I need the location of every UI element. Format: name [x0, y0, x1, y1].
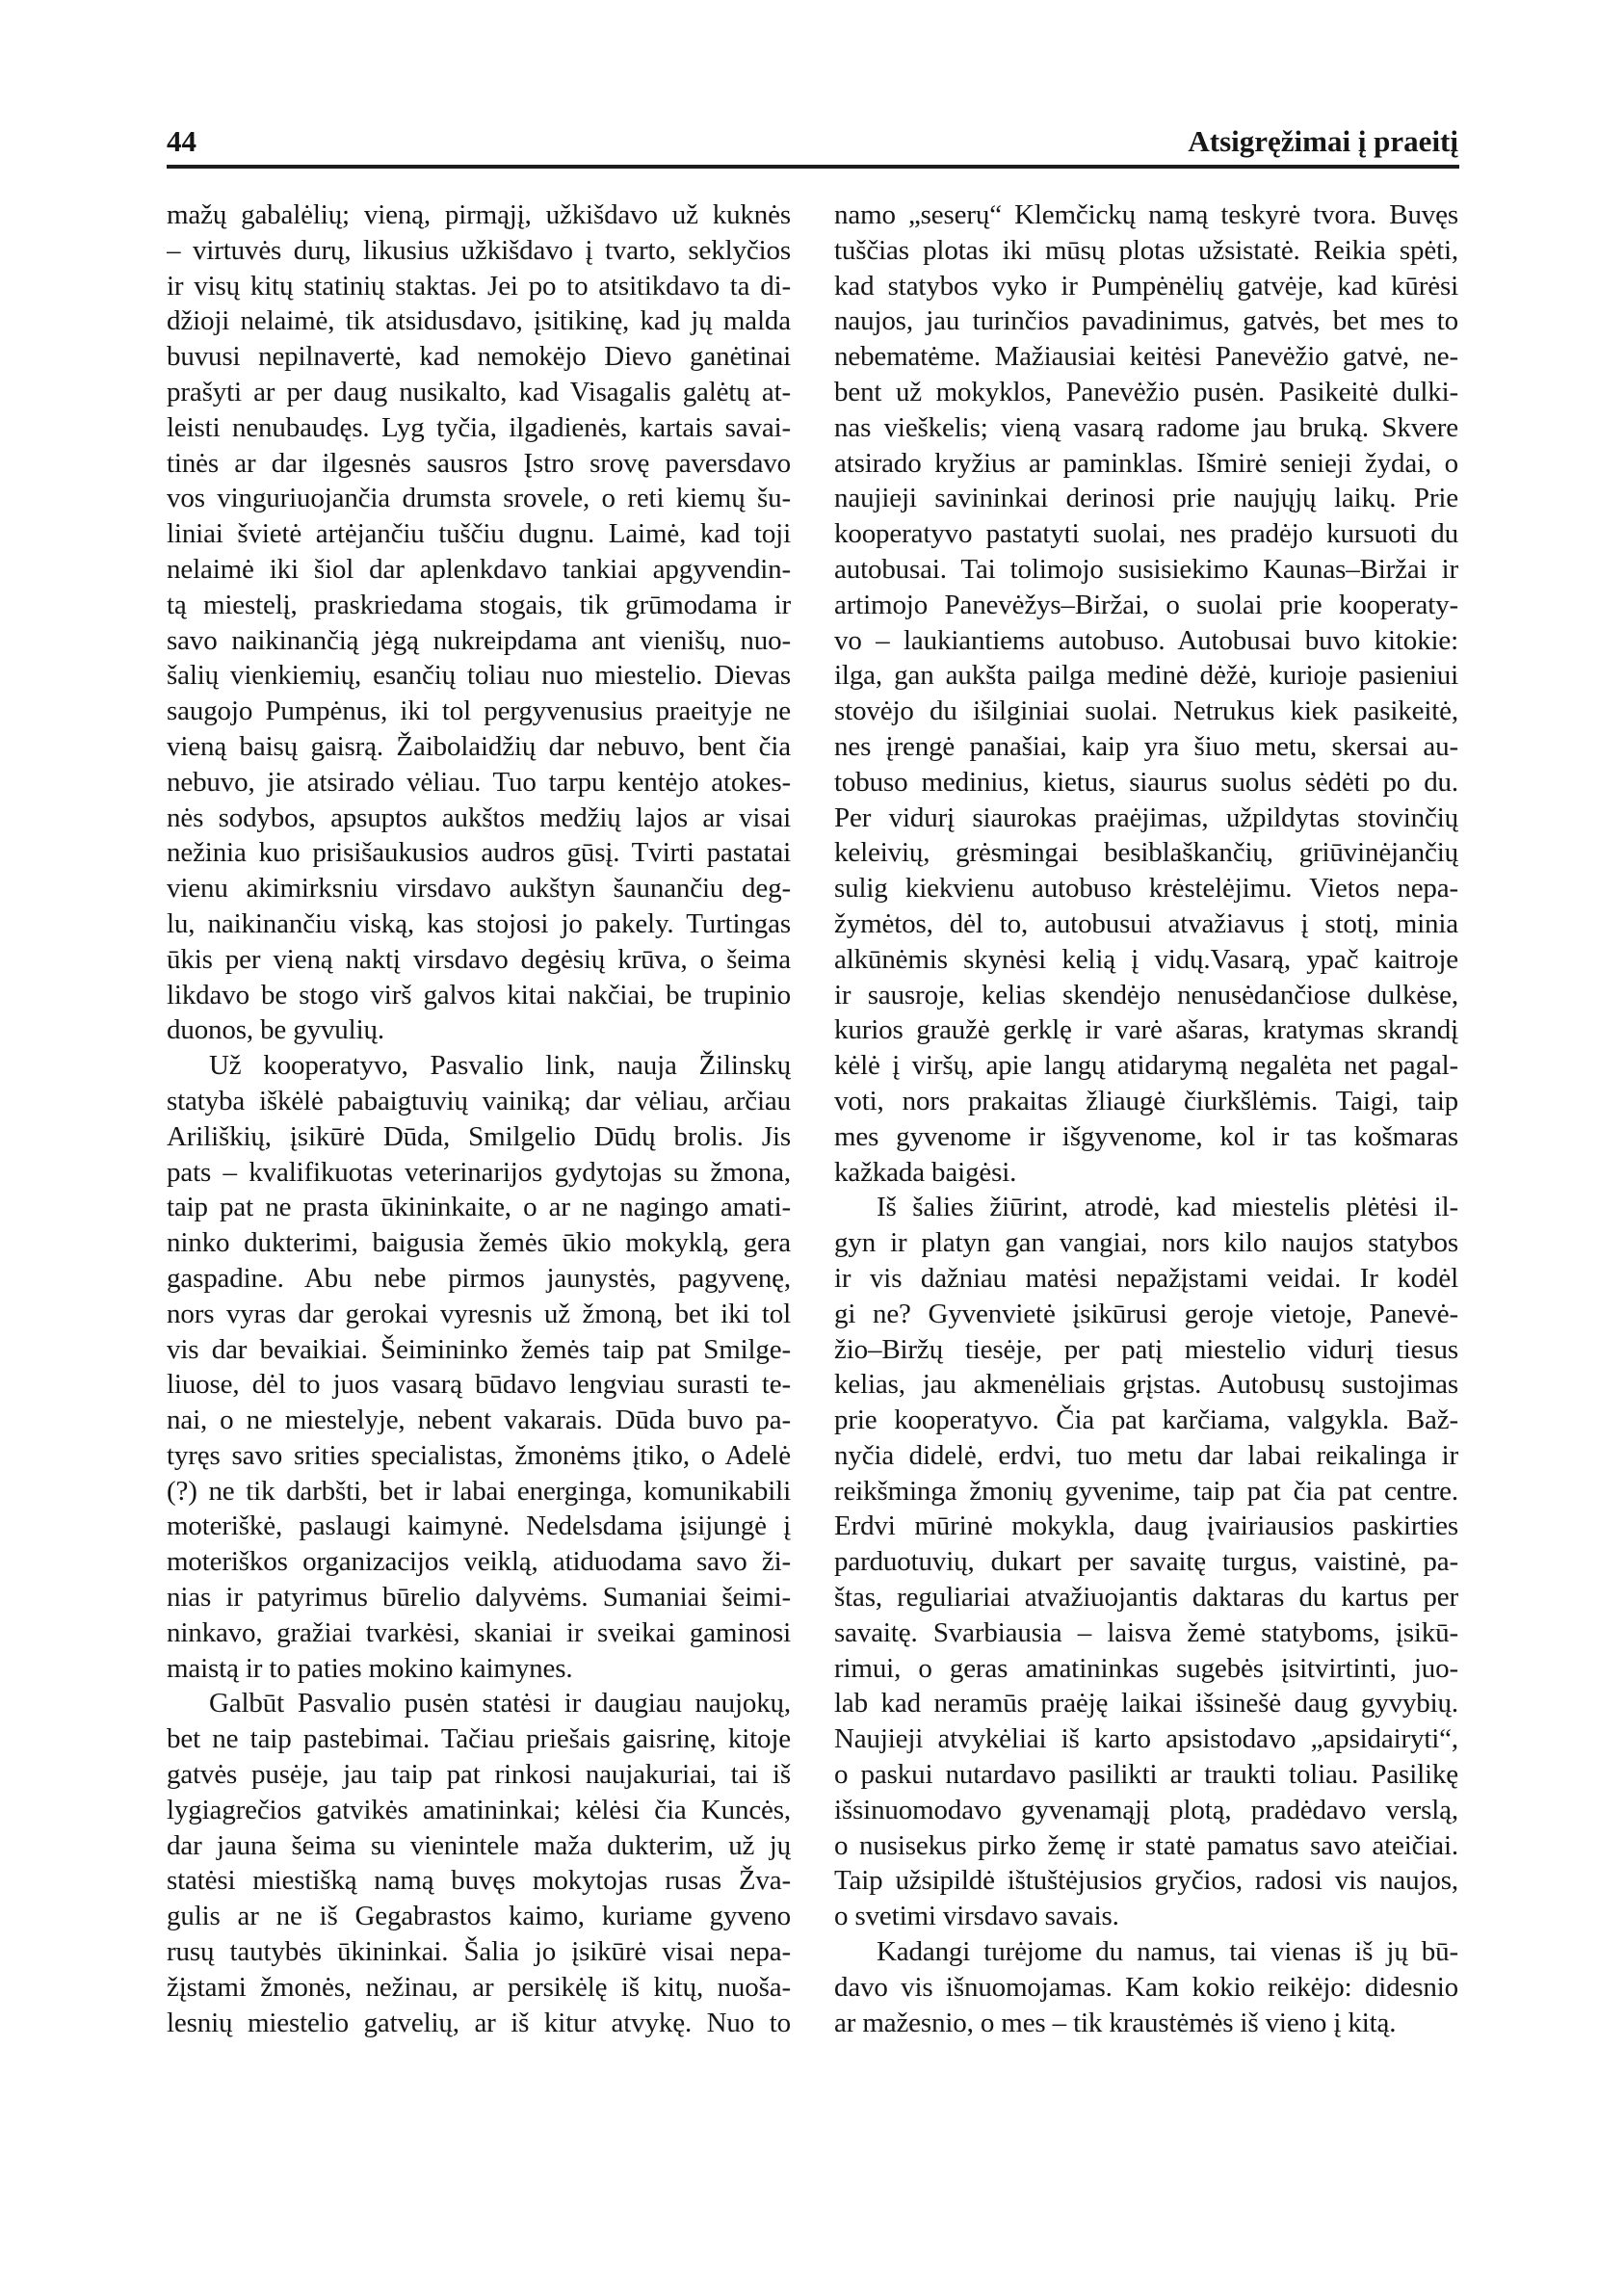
text-line: duonos, be gyvulių.: [167, 1014, 384, 1046]
text-line: o nusisekus pirko žemę ir statė pamatus savo ateičiai.: [834, 1829, 1458, 1861]
text-line: Erdvi mūrinė mokykla, daug įvairiausios paskirties: [834, 1510, 1458, 1542]
text-line: prie kooperatyvo. Čia pat karčiama, valgykla. Baž-: [834, 1405, 1458, 1436]
text-line: tyręs savo srities specialistas, žmonėms įtiko, o Adelė: [167, 1439, 791, 1471]
text-line: naujieji savininkai derinosi prie naujųjų laikų. Prie: [834, 483, 1458, 514]
text-line: kėlė į viršų, apie langų atidarymą negalėta net pagal-: [834, 1050, 1458, 1082]
text-line: gaspadine. Abu nebe pirmos jaunystės, pagyvenę,: [167, 1262, 791, 1294]
text-line: nebuvo, jie atsirado vėliau. Tuo tarpu kentėjo atokes-: [167, 766, 791, 798]
text-line: leisti nenubaudęs. Lyg tyčia, ilgadienės, kartais savai-: [167, 411, 791, 443]
text-line: tinės ar dar ilgesnės sausros Įstro srovę paversdavo: [167, 447, 791, 479]
text-line: Iš šalies žiūrint, atrodė, kad miestelis plėtėsi il-: [877, 1192, 1458, 1223]
text-line: o paskui nutardavo pasilikti ar traukti toliau. Pasilikę: [834, 1759, 1458, 1791]
text-line: štas, reguliariai atvažiuojantis daktaras du kartus per: [834, 1582, 1458, 1614]
text-line: o svetimi virsdavo savais.: [834, 1901, 1119, 1932]
text-line: Galbūt Pasvalio pusėn statėsi ir daugiau naujokų,: [209, 1688, 791, 1720]
header-rule: [167, 165, 1459, 169]
text-line: nežinia kuo prisišaukusios audros gūsį. Tvirti pastatai: [167, 837, 791, 869]
text-line: ar mažesnio, o mes – tik kraustėmės iš vieno į kitą.: [834, 2007, 1397, 2038]
text-line: maistą ir to paties mokino kaimynes.: [167, 1652, 573, 1684]
text-line: parduotuvių, dukart per savaitę turgus, vaistinė, pa-: [834, 1546, 1458, 1578]
text-line: nors vyras dar gerokai vyresnis už žmoną, bet iki tol: [167, 1298, 791, 1329]
page-header: [167, 112, 1458, 158]
text-line: naujos, jau turinčios pavadinimus, gatvės, bet mes to: [834, 305, 1458, 337]
text-line: bet ne taip pastebimai. Tačiau priešais gaisrinę, kitoje: [167, 1723, 791, 1755]
text-line: reikšminga žmonių gyvenime, taip pat čia pat centre.: [834, 1475, 1458, 1507]
text-line: kad statybos vyko ir Pumpėnėlių gatvėje, kad kūrėsi: [834, 270, 1458, 302]
text-line: voti, nors prakaitas žliaugė čiurkšlėmis. Taigi, taip: [834, 1085, 1458, 1116]
text-line: Naujieji atvykėliai iš karto apsistodavo „apsidairyti“,: [834, 1723, 1458, 1755]
text-line: keleivių, grėsmingai besiblaškančių, griūvinėjančių: [834, 837, 1458, 869]
text-line: žįstami žmonės, nežinau, ar persikėlę iš kitų, nuoša-: [167, 1971, 791, 2003]
text-line: liuose, dėl to juos vasarą būdavo lengviau surasti te-: [167, 1369, 791, 1401]
text-line: mažų gabalėlių; vieną, pirmąjį, užkišdavo už kuknės: [167, 199, 791, 230]
text-line: liniai švietė artėjančiu tuščiu dugnu. Laimė, kad toji: [167, 518, 791, 550]
text-line: vis dar bevaikiai. Šeimininko žemės taip pat Smilge-: [167, 1333, 791, 1365]
text-line: nes įrengė panašiai, kaip yra šiuo metu, skersai au-: [834, 730, 1458, 762]
text-line: savaitę. Svarbiausia – laisva žemė statyboms, įsikū-: [834, 1616, 1458, 1648]
text-line: lesnių miestelio gatvelių, ar iš kitur atvykę. Nuo to: [167, 2007, 791, 2038]
text-line: ir sausroje, kelias skendėjo nenusėdančiose dulkėse,: [834, 979, 1458, 1011]
text-line: kurios graužė gerklę ir varė ašaras, kratymas skrandį: [834, 1014, 1458, 1046]
text-line: artimojo Panevėžys–Biržai, o suolai prie kooperaty-: [834, 589, 1458, 620]
text-line: ninkavo, gražiai tvarkėsi, skaniai ir sveikai gaminosi: [167, 1616, 791, 1648]
text-line: statėsi miestišką namą buvęs mokytojas rusas Žva-: [167, 1865, 791, 1897]
text-line: gi ne? Gyvenvietė įsikūrusi geroje vietoje, Panevė-: [834, 1298, 1458, 1329]
text-line: Ariliškių, įsikūrė Dūda, Smilgelio Dūdų brolis. Jis: [167, 1120, 791, 1152]
text-line: vieną baisų gaisrą. Žaibolaidžių dar nebuvo, bent čia: [167, 730, 791, 762]
text-line: vienu akimirksniu virsdavo aukštyn šaunančiu deg-: [167, 873, 791, 905]
text-line: nai, o ne miestelyje, nebent vakarais. Dūda buvo pa-: [167, 1405, 791, 1436]
text-line: likdavo be stogo virš galvos kitai nakčiai, be trupinio: [167, 979, 791, 1011]
text-line: lygiagrečios gatvikės amatininkai; kėlėsi čia Kuncės,: [167, 1794, 791, 1825]
text-line: žio–Biržų tiesėje, per patį miestelio vidurį tiesus: [834, 1333, 1458, 1365]
text-line: džioji nelaimė, tik atsidusdavo, įsitikinę, kad jų malda: [167, 305, 791, 337]
left-column: [167, 197, 791, 2040]
text-line: saugojo Pumpėnus, iki tol pergyvenusius praeityje ne: [167, 696, 791, 727]
text-line: kelias, jau akmenėliais grįstas. Autobusų sustojimas: [834, 1369, 1458, 1401]
text-line: lu, naikinančiu viską, kas stojosi jo pakely. Turtingas: [167, 907, 791, 939]
text-line: ūkis per vieną naktį virsdavo degėsių krūva, o šeima: [167, 943, 791, 975]
page-number: 44: [167, 123, 196, 158]
text-line: stovėjo du išilginiai suolai. Netrukus kiek pasikeitė,: [834, 696, 1458, 727]
text-line: ir vis dažniau matėsi nepažįstami veidai. Ir kodėl: [834, 1262, 1458, 1294]
text-line: Per vidurį siaurokas praėjimas, užpildytas stovinčių: [834, 801, 1458, 833]
text-line: moteriškos organizacijos veiklą, atiduodama savo ži-: [167, 1546, 791, 1578]
text-line: vos vinguriuojančia drumsta srovele, o reti kiemų šu-: [167, 483, 791, 514]
text-line: bent už mokyklos, Panevėžio pusėn. Pasikeitė dulki-: [834, 376, 1458, 407]
text-line: taip pat ne prasta ūkininkaite, o ar ne nagingo amati-: [167, 1192, 791, 1223]
text-line: tobuso medinius, kietus, siaurus suolus sėdėti po du.: [834, 766, 1458, 798]
text-line: mes gyvenome ir išgyvenome, kol ir tas košmaras: [834, 1120, 1458, 1152]
text-line: išsinuomodavo gyvenamąjį plotą, pradėdavo verslą,: [834, 1794, 1458, 1825]
text-line: savo naikinančią jėgą nukreipdama ant vienišų, nuo-: [167, 624, 791, 656]
text-line: dar jauna šeima su vienintele maža dukterim, už jų: [167, 1829, 791, 1861]
text-line: sulig kiekvienu autobuso krėstelėjimu. Vietos nepa-: [834, 873, 1458, 905]
text-line: lab kad neramūs praėję laikai išsinešė daug gyvybių.: [834, 1688, 1458, 1720]
text-line: prašyti ar per daug nusikalto, kad Visagalis galėtų at-: [167, 376, 791, 407]
text-line: nas vieškelis; vieną vasarą radome jau bruką. Skvere: [834, 411, 1458, 443]
text-line: ninko dukterimi, baigusia žemės ūkio mokyklą, gera: [167, 1227, 791, 1259]
text-columns: [167, 197, 1458, 2040]
text-line: tuščias plotas iki mūsų plotas užsistatė. Reikia spėti,: [834, 234, 1458, 266]
text-line: atsirado kryžius ar paminklas. Išmirė senieji žydai, o: [834, 447, 1458, 479]
text-line: – virtuvės durų, likusius užkišdavo į tvarto, seklyčios: [167, 234, 791, 266]
text-line: gulis ar ne iš Gegabrastos kaimo, kuriame gyveno: [167, 1901, 791, 1932]
text-line: Taip užsipildė ištuštėjusios gryčios, radosi vis naujos,: [834, 1865, 1458, 1897]
text-line: autobusai. Tai tolimojo susisiekimo Kaunas–Biržai ir: [834, 553, 1458, 585]
text-line: gatvės pusėje, jau taip pat rinkosi naujakuriai, tai iš: [167, 1759, 791, 1791]
text-line: pats – kvalifikuotas veterinarijos gydytojas su žmona,: [167, 1156, 791, 1188]
text-line: namo „seserų“ Klemčickų namą teskyrė tvora. Buvęs: [834, 199, 1458, 230]
text-line: šalių vienkiemių, esančių toliau nuo miestelio. Dievas: [167, 660, 791, 692]
text-line: kooperatyvo pastatyti suolai, nes pradėjo kursuoti du: [834, 518, 1458, 550]
text-line: vo – laukiantiems autobuso. Autobusai buvo kitokie:: [834, 624, 1458, 656]
text-line: kažkada baigėsi.: [834, 1156, 1017, 1188]
text-line: žymėtos, dėl to, autobusui atvažiavus į stotį, minia: [834, 907, 1458, 939]
text-line: Kadangi turėjome du namus, tai vienas iš jų bū-: [877, 1936, 1458, 1968]
text-line: moteriškė, paslaugi kaimynė. Nedelsdama įsijungė į: [167, 1510, 791, 1542]
text-line: ir visų kitų statinių staktas. Jei po to atsitikdavo ta di-: [167, 270, 791, 302]
text-line: tą miestelį, praskriedama stogais, tik grūmodama ir: [167, 589, 791, 620]
text-line: davo vis išnuomojamas. Kam kokio reikėjo: didesnio: [834, 1971, 1458, 2003]
text-line: nebematėme. Mažiausiai keitėsi Panevėžio gatvė, ne-: [834, 341, 1458, 373]
text-line: rimui, o geras amatininkas sugebės įsitvirtinti, juo-: [834, 1652, 1458, 1684]
text-line: buvusi nepilnavertė, kad nemokėjo Dievo ganėtinai: [167, 341, 791, 373]
text-line: Už kooperatyvo, Pasvalio link, nauja Žilinskų: [209, 1050, 791, 1082]
text-line: (?) ne tik darbšti, bet ir labai energinga, komunikabili: [167, 1475, 791, 1507]
text-line: statyba iškėlė pabaigtuvių vainiką; dar vėliau, arčiau: [167, 1085, 791, 1116]
text-line: rusų tautybės ūkininkai. Šalia jo įsikūrė visai nepa-: [167, 1936, 791, 1968]
text-line: nelaimė iki šiol dar aplenkdavo tankiai apgyvendin-: [167, 553, 791, 585]
text-line: nės sodybos, apsuptos aukštos medžių lajos ar visai: [167, 801, 791, 833]
running-title: Atsigręžimai į praeitį: [1188, 123, 1458, 158]
right-column: [834, 197, 1458, 2040]
text-line: nias ir patyrimus būrelio dalyvėms. Sumaniai šeimi-: [167, 1582, 791, 1614]
text-line: gyn ir platyn gan vangiai, nors kilo naujos statybos: [834, 1227, 1458, 1259]
text-line: ilga, gan aukšta pailga medinė dėžė, kurioje pasieniui: [834, 660, 1458, 692]
text-line: nyčia didelė, erdvi, tuo metu dar labai reikalinga ir: [834, 1439, 1458, 1471]
text-line: alkūnėmis skynėsi kelią į vidų.Vasarą, ypač kaitroje: [834, 943, 1458, 975]
